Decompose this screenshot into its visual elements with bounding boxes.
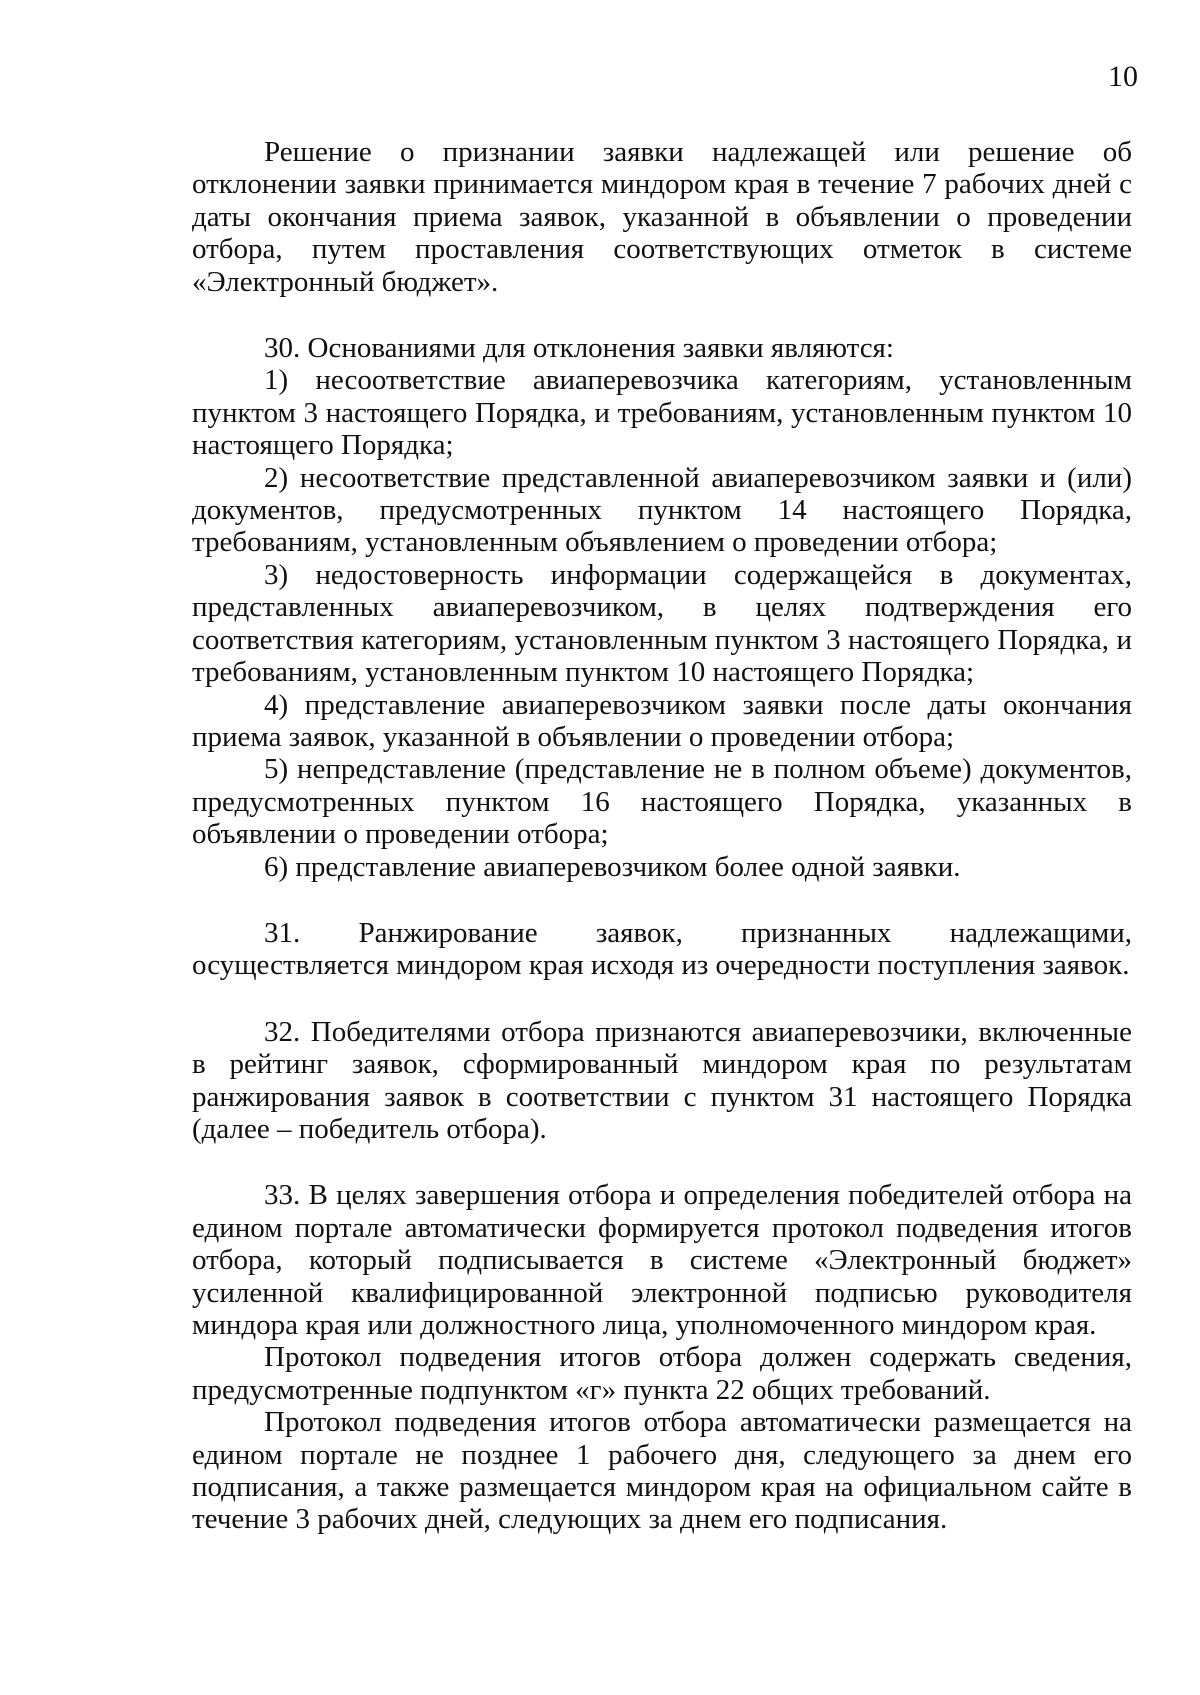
clause-30-item-3: 3) недостоверность информации содержащейся в документах, представленных авиаперевозчиком, в целях подтверждения его соответствия категориям, установленным пунктом 3 настоящего Порядка, и требованиям, установленным пунктом 10 настоящего Порядка; bbox=[192, 558, 1132, 689]
clause-33-protocol-contents: Протокол подведения итогов отбора должен содержать сведения, предусмотренные подпунктом «г» пункта 22 общих требований. bbox=[192, 1341, 1132, 1406]
paragraph-spacer bbox=[192, 883, 1132, 917]
page-number: 10 bbox=[1108, 60, 1138, 93]
clause-30-heading: 30. Основаниями для отклонения заявки являются: bbox=[264, 332, 894, 365]
clause-33-protocol-publication: Протокол подведения итогов отбора автоматически размещается на едином портале не позднее 1 рабочего дня, следующего за днем его подписания, а также размещается миндором края на официальном сайте в течение 3 рабочих дней, следующих за днем его подписания. bbox=[192, 1406, 1132, 1536]
paragraph-spacer bbox=[192, 982, 1132, 1016]
clause-30-item-1: 1) несоответствие авиаперевозчика категориям, установленным пунктом 3 настоящего Порядка, и требованиям, установленным пунктом 10 настоящего Порядка; bbox=[192, 364, 1132, 462]
clause-30-item-2: 2) несоответствие представленной авиаперевозчиком заявки и (или) документов, предусмотренных пунктом 14 настоящего Порядка, требованиям, установленным объявлением о проведении отбора; bbox=[192, 461, 1132, 559]
paragraph-spacer bbox=[192, 298, 1132, 332]
clause-32: 32. Победителями отбора признаются авиаперевозчики, включенные в рейтинг заявок, сформированный миндором края по результатам ранжирования заявок в соответствии с пунктом 31 настоящего Порядка (далее – победитель отбора). bbox=[192, 1015, 1132, 1145]
clause-30-item-6: 6) представление авиаперевозчиком более одной заявки. bbox=[264, 850, 961, 883]
document-body bbox=[192, 136, 1132, 1536]
clause-33: 33. В целях завершения отбора и определения победителей отбора на едином портале автоматически формируется протокол подведения итогов отбора, который подписывается в системе «Электронный бюджет» усиленной квалифицированной электронной подписью руководителя миндора края или должностного лица, уполномоченного миндором края. bbox=[192, 1179, 1132, 1341]
paragraph-spacer bbox=[192, 1145, 1132, 1179]
clause-30-item-4: 4) представление авиаперевозчиком заявки после даты окончания приема заявок, указанной в объявлении о проведении отбора; bbox=[192, 688, 1132, 753]
paragraph-decision: Решение о признании заявки надлежащей или решение об отклонении заявки принимается миндором края в течение 7 рабочих дней с даты окончания приема заявок, указанной в объявлении о проведении отбора, путем проставления соответствующих отметок в системе «Электронный бюджет». bbox=[192, 136, 1132, 298]
clause-31: 31. Ранжирование заявок, признанных надлежащими, осуществляется миндором края исходя из очередности поступления заявок. bbox=[192, 916, 1132, 982]
clause-30-item-5: 5) непредставление (представление не в полном объеме) документов, предусмотренных пунктом 16 настоящего Порядка, указанных в объявлении о проведении отбора; bbox=[192, 753, 1132, 851]
